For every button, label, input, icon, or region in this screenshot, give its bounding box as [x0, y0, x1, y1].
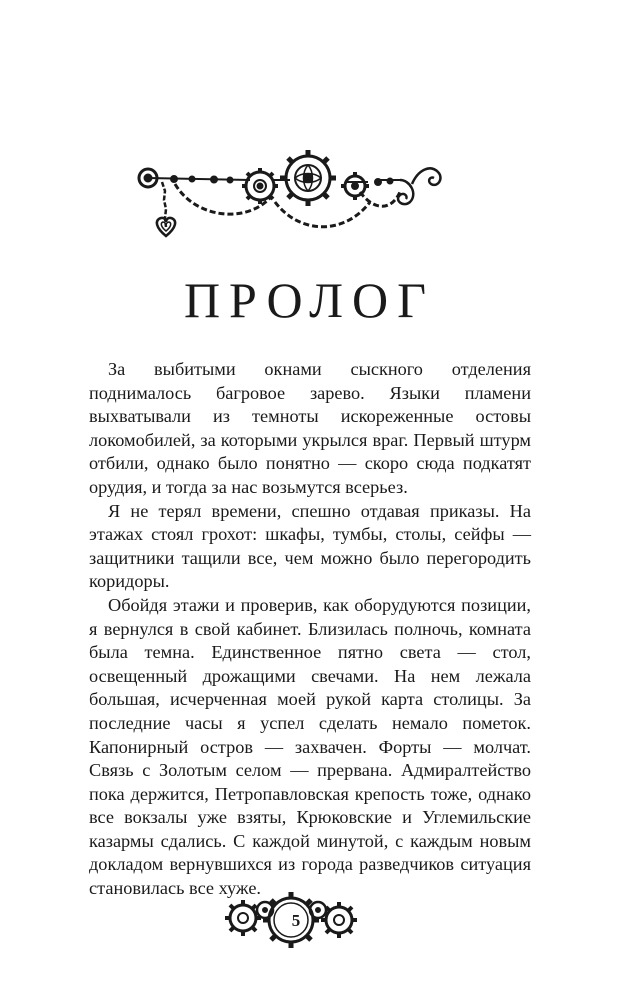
gears-chain-ornament-icon [130, 140, 450, 260]
page-number: 5 [291, 911, 301, 930]
paragraph: Я не терял времени, спешно отдавая приказы. На этажах стоял грохот: шкафы, тумбы, столы, сейфы — защитники тащили все, чем можно было перегородить коридоры. [89, 500, 531, 592]
paragraph: За выбитыми окнами сыскного отделения поднималось багровое зарево. Языки пламени выхватывали из темноты искореженные остовы локомобилей, за которыми укрылся враг. Первый штурм отбили, однако было понятно — скоро сюда подкатят орудия, и тогда за нас возьмутся всерьез. [89, 359, 531, 497]
chapter-title: ПРОЛОГ [183, 272, 436, 328]
body-text [89, 358, 531, 901]
paragraph: Обойдя этажи и проверив, как оборудуются позиции, я вернулся в свой кабинет. Близилась полночь, комната была темна. Единственное пятно света — стол, освещенный дрожащими свечами. На нем лежала большая, исчерченная моей рукой карта столицы. За последние часы я успел сделать немало пометок. Капонирный остров — захвачен. Форты — молчат. Связь с Золотым селом — прервана. Адмиралтейство пока держится, Петропавловская крепость тоже, однако все вокзалы уже взяты, Крюковские и Углемильские казармы сдались. С каждой минутой, с каждым новым докладом вернувшихся из города разведчиков ситуация становилась все хуже. [89, 594, 531, 899]
